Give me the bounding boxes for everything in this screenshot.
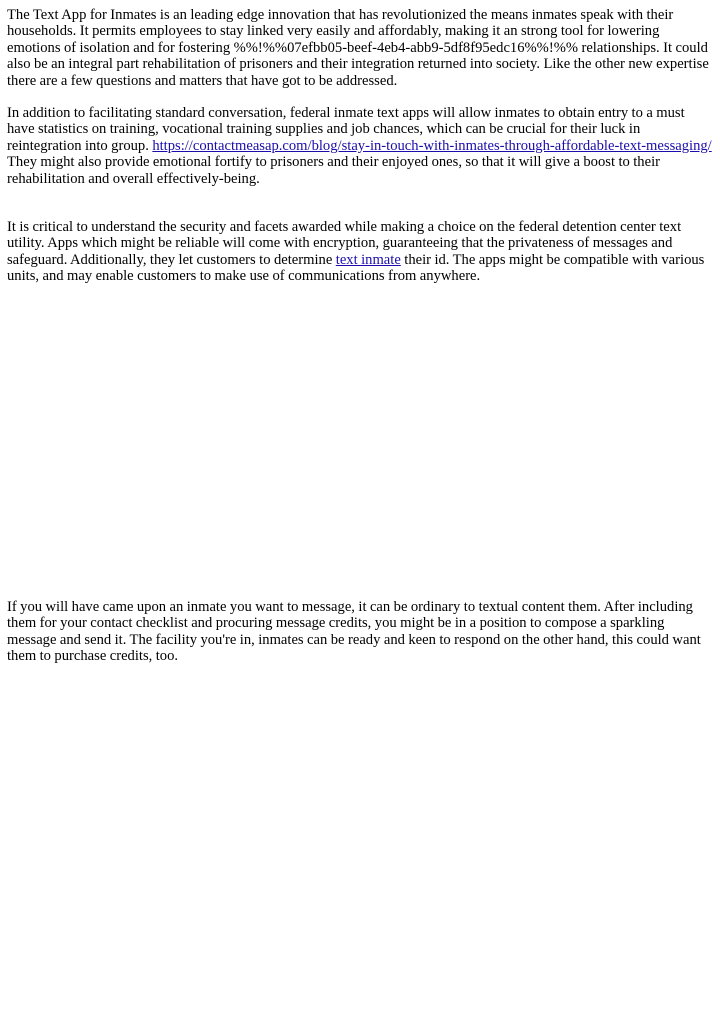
paragraph-text-segment: They might also provide emotional fortify to prisoners and their enjoyed ones, so that it will give a boost to their rehabilitation and overall effectively-being. [7,154,660,187]
paragraph-text-segment: In addition to facilitating standard conversation, federal inmate text apps will allow inmates to obtain entry to a must have statistics on training, vocational training supplies and job chances, which can be crucial for their luck in reintegration into group. [7,105,685,154]
paragraph-information-access [7,105,713,187]
contactmeasap-link[interactable]: https://contactmeasap.com/blog/stay-in-touch-with-inmates-through-affordable-text-messaging/ [152,137,712,154]
paragraph-text-segment: their id. The apps might be compatible with various units, and may enable customers to make use of communications from anywhere. [7,251,705,285]
paragraph-messaging-steps: If you will have came upon an inmate you want to message, it can be ordinary to textual content them. After including them for your contact checklist and procuring message credits, you might be in a position to compose a sparkling message and send it. The facility you're in, inmates can be ready and keen to respond on the other hand, this could want them to purchase credits, too. [7,598,701,664]
blank-space [7,285,713,599]
paragraph-text-segment: It is critical to understand the security and facets awarded while making a choice on the federal detention center text utility. Apps which might be reliable will come with encryption, guaranteeing that the privateness of messages and safeguard. Additionally, they let customers to determine [7,219,682,268]
document-body [7,7,713,664]
paragraph-security [7,219,713,285]
paragraph-intro: The Text App for Inmates is an leading edge innovation that has revolutionized the means inmates speak with their households. It permits employees to stay linked very easily and affordably, making it an strong tool for lowering emotions of isolation and for fostering %%!%%07efbb05-beef-4eb4-abb9-5df8f95edc16%%!%% relationships. It could also be an integral part rehabilitation of prisoners and their integration returned into society. Like the other new expertise there are a few questions and matters that have got to be addressed. [7,7,709,89]
text-inmate-link[interactable]: text inmate [335,251,401,268]
